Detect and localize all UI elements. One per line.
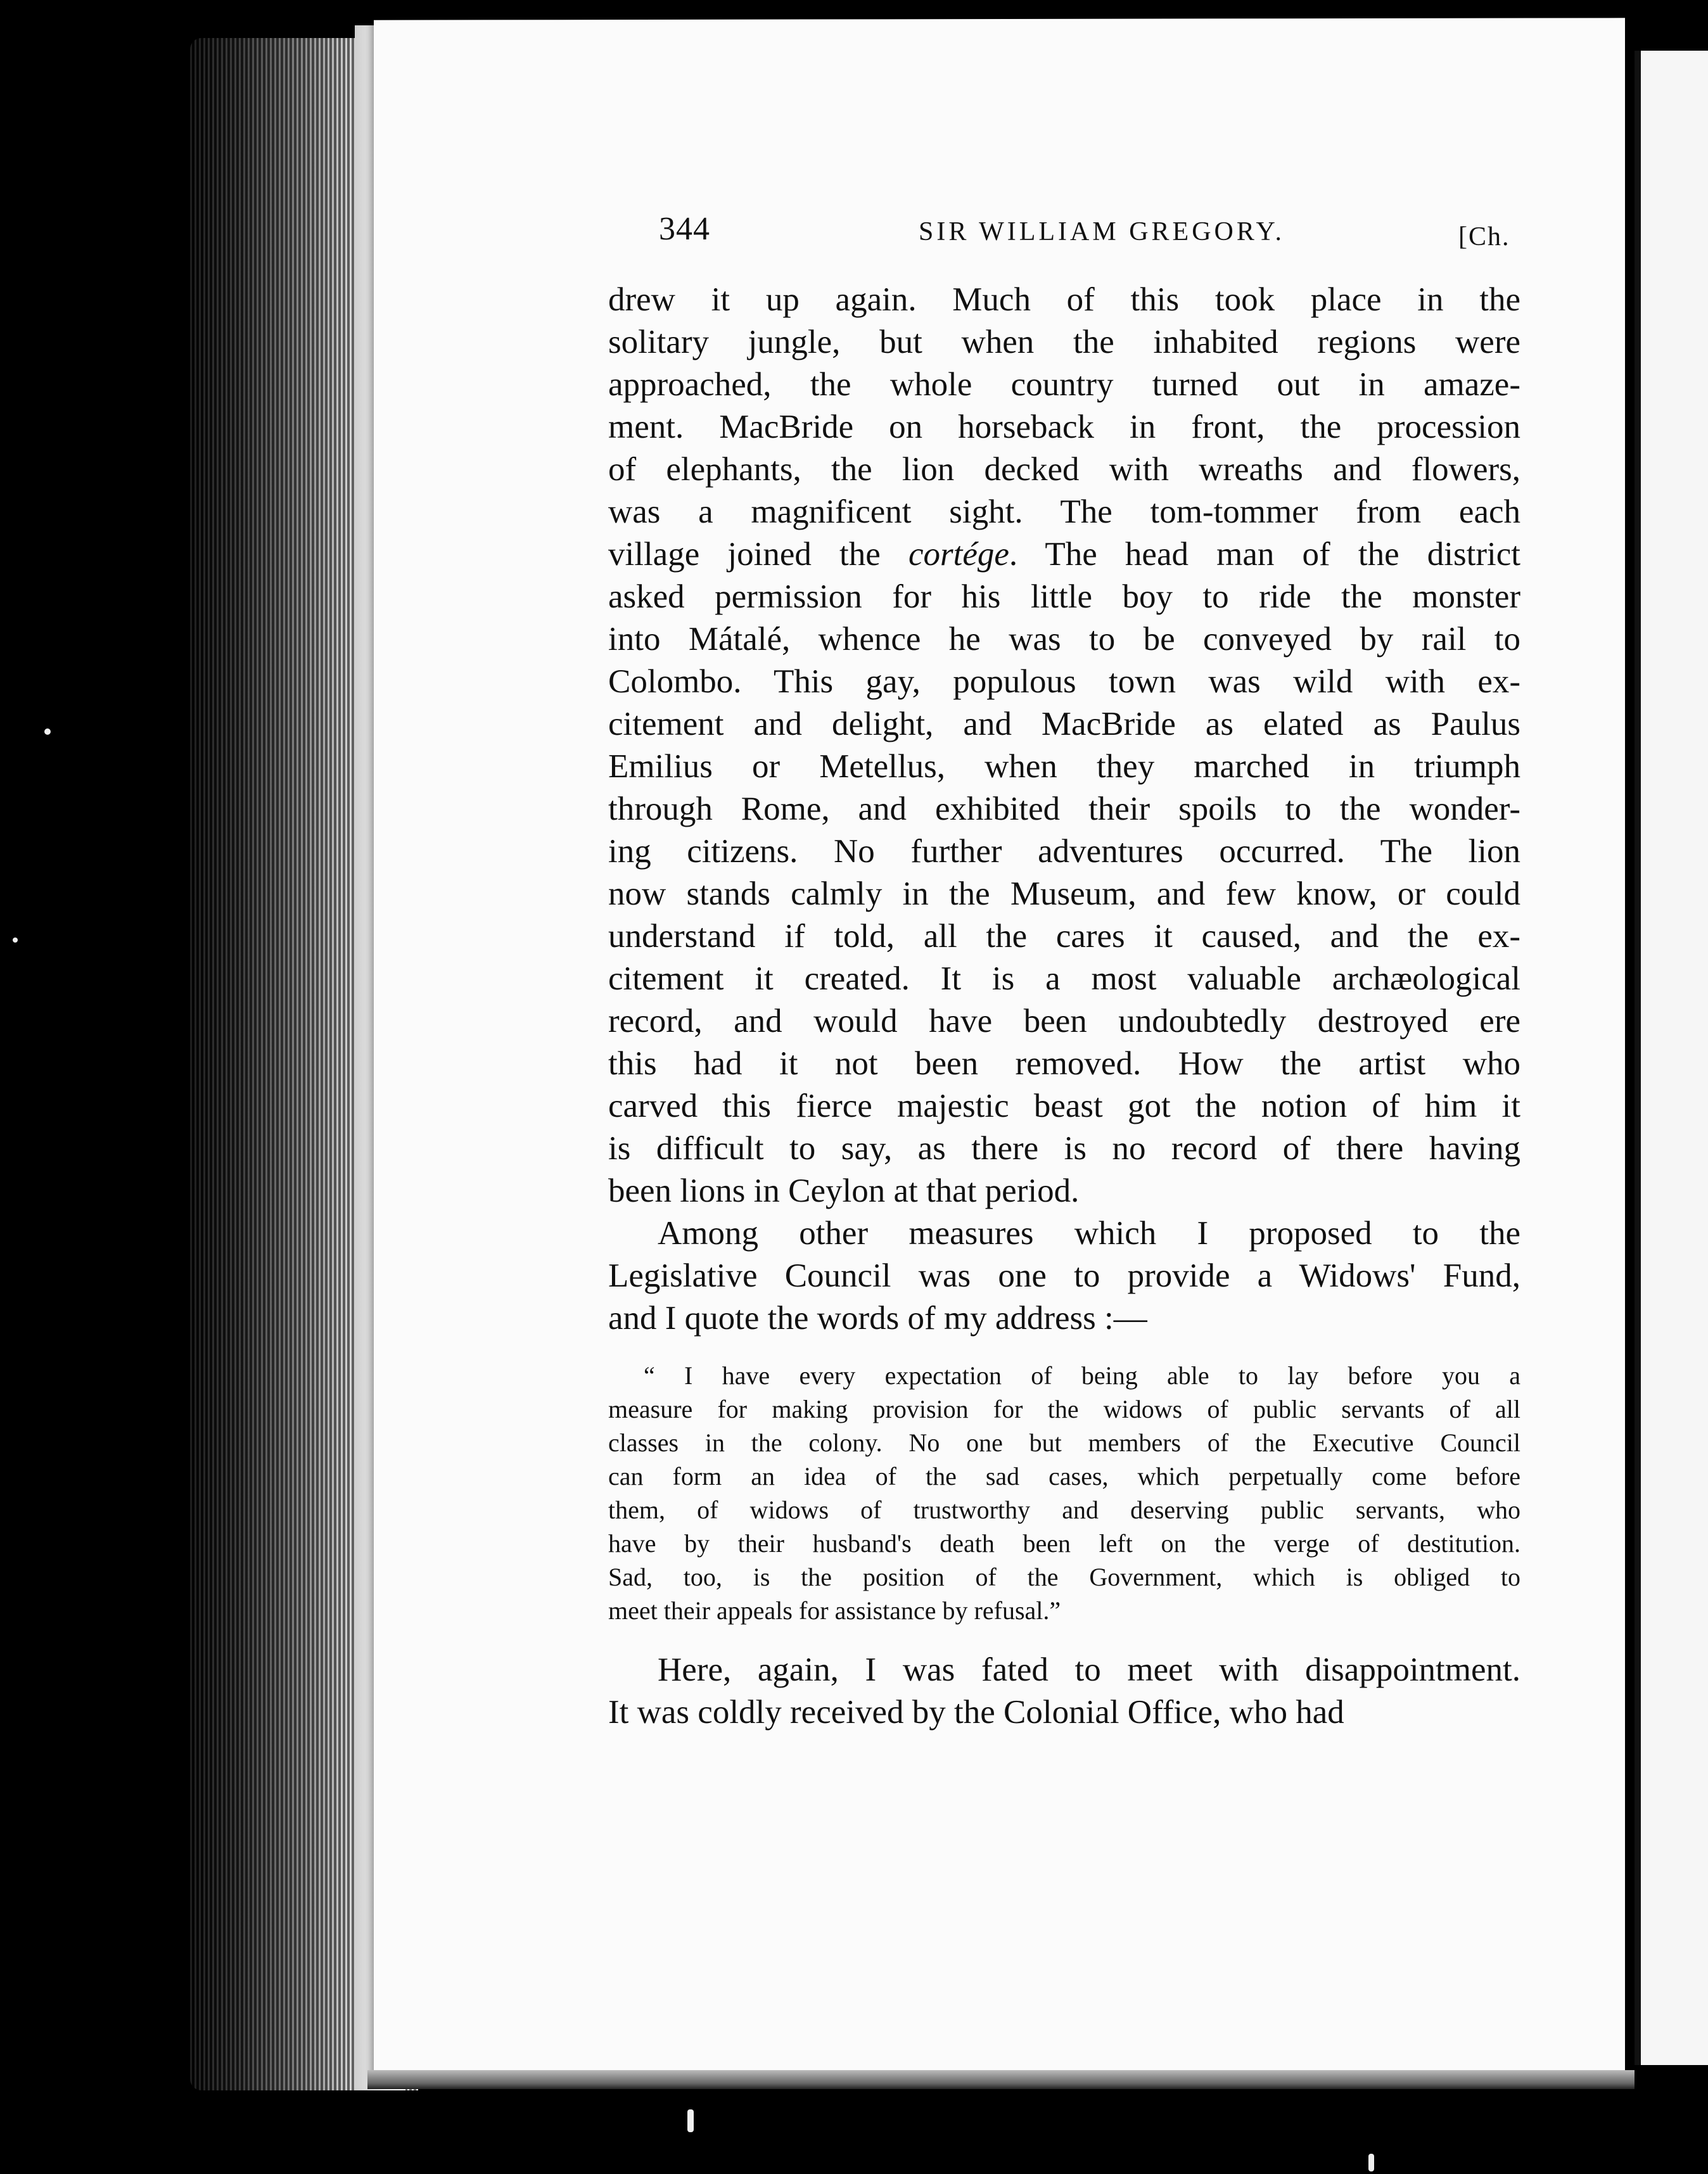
quote-line: have by their husband's death been left on the verge of destitution. bbox=[608, 1529, 1520, 1558]
body-line: Among other measures which I proposed to the bbox=[658, 1215, 1520, 1252]
body-line: ment. MacBride on horseback in front, the procession bbox=[608, 409, 1520, 445]
quote-line: can form an idea of the sad cases, which perpetually come before bbox=[608, 1462, 1520, 1491]
body-line: now stands calmly in the Museum, and few know, or could bbox=[608, 875, 1520, 912]
italic-word: cortége bbox=[908, 536, 1009, 573]
quote-line: classes in the colony. No one but members of the Executive Council bbox=[608, 1428, 1520, 1457]
body-line: been lions in Ceylon at that period. bbox=[608, 1173, 1080, 1209]
body-line: and I quote the words of my address :— bbox=[608, 1300, 1147, 1337]
body-line: understand if told, all the cares it caused, and the ex- bbox=[608, 918, 1520, 955]
scan-speck bbox=[44, 728, 51, 735]
scan-speck bbox=[1368, 2154, 1374, 2171]
body-line: asked permission for his little boy to ride the monster bbox=[608, 578, 1520, 615]
paragraph-widows-fund bbox=[608, 1212, 1520, 1340]
body-line: was a magnificent sight. The tom-tommer from each bbox=[608, 493, 1520, 530]
body-line: of elephants, the lion decked with wreaths and flowers, bbox=[608, 451, 1520, 488]
body-line: approached, the whole country turned out in amaze- bbox=[608, 366, 1520, 403]
running-head bbox=[659, 210, 1520, 255]
body-line: Legislative Council was one to provide a Widows' Fund, bbox=[608, 1257, 1520, 1294]
book-page-bottom-edge bbox=[367, 2070, 1635, 2089]
text-run: village joined the bbox=[608, 536, 908, 573]
body-line: carved this fierce majestic beast got the notion of him it bbox=[608, 1088, 1520, 1124]
paragraph-lion bbox=[608, 279, 1520, 1212]
scan-speck bbox=[13, 938, 18, 943]
quote-line: Sad, too, is the position of the Government, which is obliged to bbox=[608, 1563, 1520, 1591]
text-block bbox=[608, 279, 1520, 1799]
body-line: Here, again, I was fated to meet with disappointment. bbox=[658, 1651, 1520, 1688]
paragraph-closing bbox=[608, 1649, 1520, 1734]
running-title: SIR WILLIAM GREGORY. bbox=[919, 217, 1285, 246]
body-line: drew it up again. Much of this took place in the bbox=[608, 281, 1520, 318]
body-line: record, and would have been undoubtedly destroyed ere bbox=[608, 1003, 1520, 1039]
scan-speck bbox=[687, 2109, 694, 2132]
page-number: 344 bbox=[659, 211, 710, 247]
next-page-edge bbox=[1635, 51, 1708, 2065]
body-line: through Rome, and exhibited their spoils to the wonder- bbox=[608, 791, 1520, 827]
address-quote bbox=[608, 1359, 1520, 1627]
quote-line: “ I have every expectation of being able to lay before you a bbox=[644, 1361, 1520, 1390]
body-line: citement and delight, and MacBride as elated as Paulus bbox=[608, 706, 1520, 742]
body-line bbox=[608, 533, 1520, 576]
body-line: ing citizens. No further adventures occurred. The lion bbox=[608, 833, 1520, 870]
body-line: citement it created. It is a most valuable archæological bbox=[608, 960, 1520, 997]
body-line: Colombo. This gay, populous town was wild with ex- bbox=[608, 663, 1520, 700]
body-line: this had it not been removed. How the artist who bbox=[608, 1045, 1520, 1082]
body-line: It was coldly received by the Colonial Office, who had bbox=[608, 1694, 1344, 1731]
quote-line: measure for making provision for the widows of public servants of all bbox=[608, 1395, 1520, 1423]
body-line: Emilius or Metellus, when they marched in triumph bbox=[608, 748, 1520, 785]
body-line: is difficult to say, as there is no record of there having bbox=[608, 1130, 1520, 1167]
quote-line: meet their appeals for assistance by refusal.” bbox=[608, 1596, 1061, 1625]
chapter-mark: [Ch. bbox=[1458, 222, 1510, 251]
text-run: . The head man of the district bbox=[1009, 536, 1520, 573]
body-line: into Mátalé, whence he was to be conveyed by rail to bbox=[608, 621, 1520, 658]
body-line: solitary jungle, but when the inhabited regions were bbox=[608, 324, 1520, 360]
quote-line: them, of widows of trustworthy and deserving public servants, who bbox=[608, 1496, 1520, 1524]
